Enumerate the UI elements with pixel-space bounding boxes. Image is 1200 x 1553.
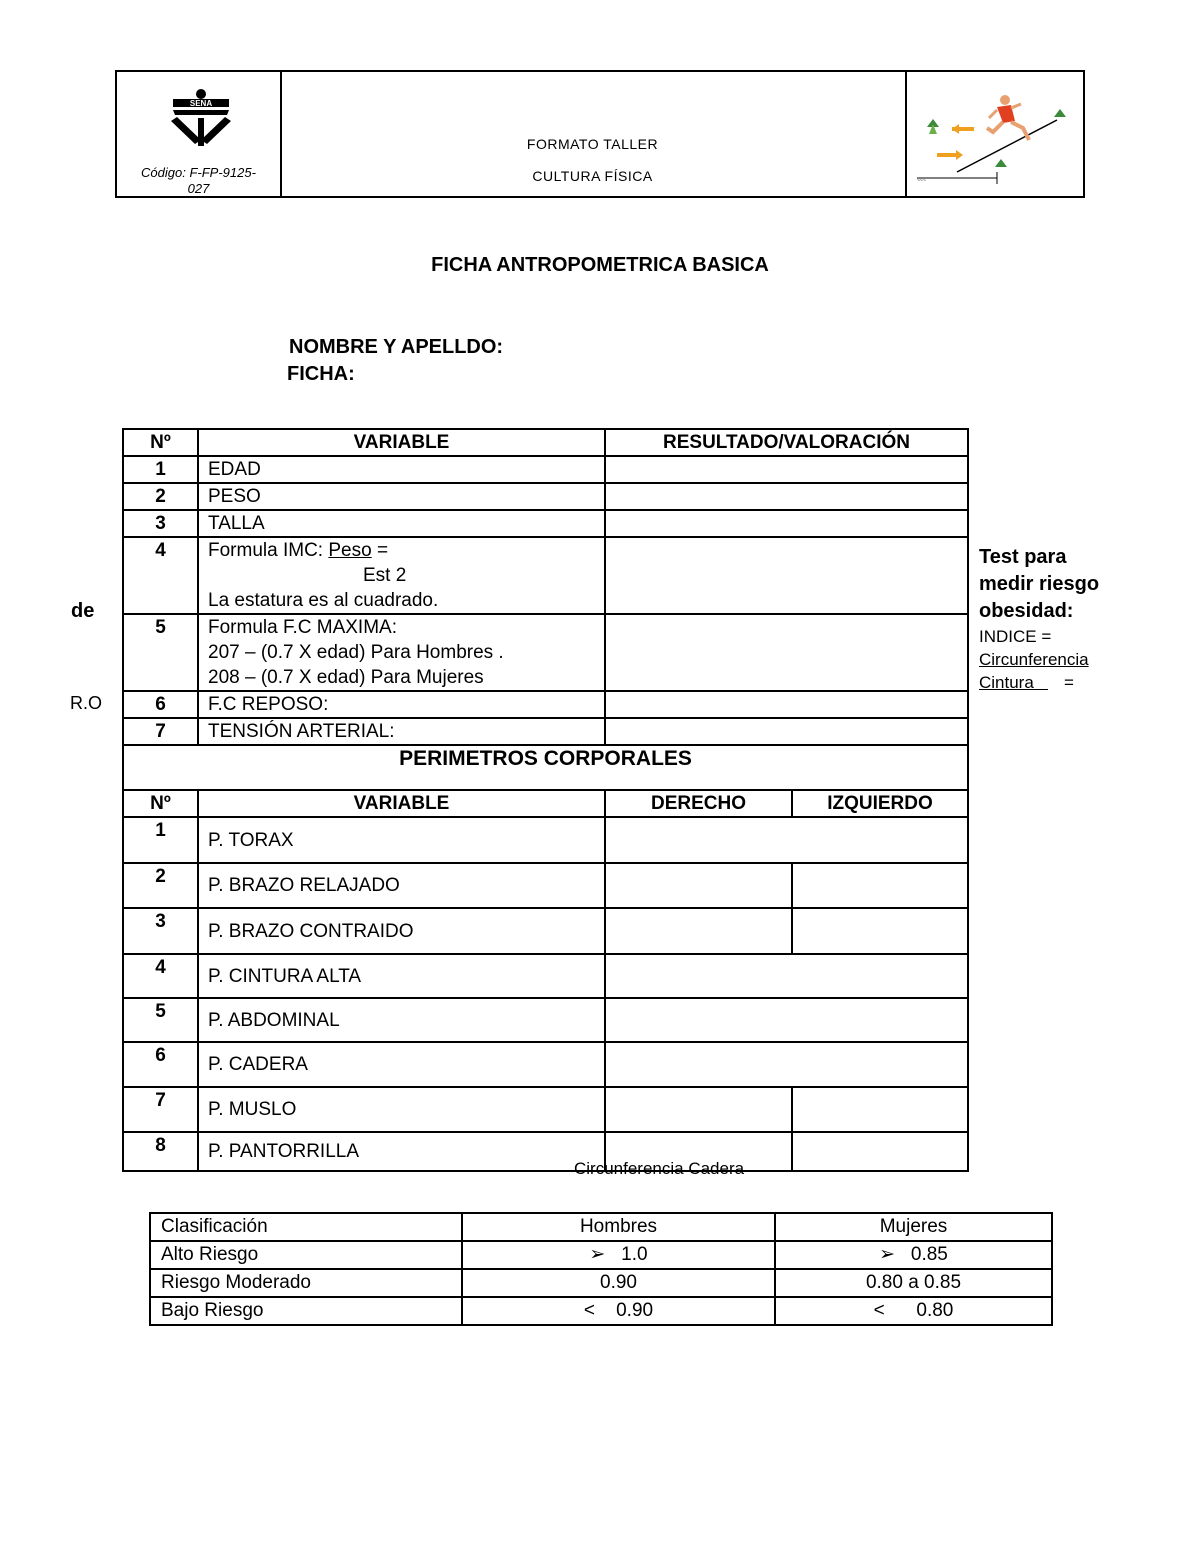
women-value: ➢ 0.85 — [775, 1241, 1052, 1269]
document-code — [117, 165, 280, 197]
format-line-2: CULTURA FÍSICA — [532, 168, 653, 184]
table-row — [123, 614, 968, 691]
row-number: 1 — [123, 817, 198, 863]
perim-label: P. MUSLO — [198, 1087, 605, 1132]
table-row — [123, 691, 968, 718]
women-value: 0.80 a 0.85 — [775, 1269, 1052, 1297]
perim-row — [123, 1132, 968, 1171]
row-number: 1 — [123, 456, 198, 483]
classification-row — [150, 1269, 1052, 1297]
runner-illustration-icon — [907, 72, 1083, 196]
obesity-title-1: Test para — [979, 546, 1067, 568]
obesity-test-note — [979, 544, 1099, 694]
perim-label: P. CINTURA ALTA — [198, 954, 605, 998]
row-number: 2 — [123, 863, 198, 908]
fc-max-men: 207 – (0.7 X edad) Para Hombres . — [208, 642, 504, 663]
variable-peso: PESO — [198, 483, 605, 510]
format-line-1: FORMATO TALLER — [526, 136, 659, 152]
header-variable: VARIABLE — [198, 429, 605, 456]
imc-peso: Peso — [328, 540, 372, 561]
perim-row — [123, 908, 968, 954]
anthropometric-table — [122, 428, 969, 1172]
obesity-numerator-2 — [979, 671, 1099, 694]
perim-value-cell[interactable] — [605, 954, 968, 998]
code-line-2: 027 — [187, 181, 210, 196]
result-cell[interactable] — [605, 614, 968, 691]
obesity-numerator-1 — [979, 648, 1099, 671]
header-men: Hombres — [462, 1213, 775, 1241]
result-cell[interactable] — [605, 483, 968, 510]
classification-header-row — [150, 1213, 1052, 1241]
row-number: 2 — [123, 483, 198, 510]
perim-label: P. CADERA — [198, 1042, 605, 1087]
men-value: ➢ 1.0 — [462, 1241, 775, 1269]
margin-text-de: de — [71, 600, 95, 622]
perim-header-left: IZQUIERDO — [792, 790, 968, 817]
perim-value-cell[interactable] — [605, 1042, 968, 1087]
variable-fc-reposo: F.C REPOSO: — [198, 691, 605, 718]
perim-right-cell[interactable] — [605, 1087, 792, 1132]
perim-label: P. BRAZO CONTRAIDO — [198, 908, 605, 954]
obesity-title-3: obesidad: — [979, 600, 1074, 622]
ficha-label: FICHA: — [287, 363, 355, 385]
result-cell[interactable] — [605, 510, 968, 537]
perim-row — [123, 863, 968, 908]
variable-edad: EDAD — [198, 456, 605, 483]
obesity-title-2: medir riesgo — [979, 573, 1100, 595]
section-title: PERIMETROS CORPORALES — [123, 745, 968, 790]
perim-row — [123, 998, 968, 1042]
variable-imc — [198, 537, 605, 614]
header-result: RESULTADO/VALORACIÓN — [605, 429, 968, 456]
perim-left-cell[interactable] — [792, 1087, 968, 1132]
variable-talla: TALLA — [198, 510, 605, 537]
result-cell[interactable] — [605, 537, 968, 614]
header-number: Nº — [123, 429, 198, 456]
row-number: 3 — [123, 908, 198, 954]
row-number: 7 — [123, 718, 198, 745]
logo-cell — [117, 72, 282, 196]
row-number: 6 — [123, 691, 198, 718]
document-header — [115, 70, 1085, 198]
row-number: 4 — [123, 537, 198, 614]
perim-header-right: DERECHO — [605, 790, 792, 817]
section-row — [123, 745, 968, 790]
perim-left-cell[interactable] — [792, 908, 968, 954]
imc-note: La estatura es al cuadrado. — [208, 590, 439, 611]
perim-left-cell[interactable] — [792, 1132, 968, 1171]
fc-max-women: 208 – (0.7 X edad) Para Mujeres — [208, 667, 484, 688]
obesity-equals: = — [1063, 673, 1074, 692]
row-number: 8 — [123, 1132, 198, 1171]
numerator-text-1: Circunferencia — [979, 650, 1089, 669]
perim-value-cell[interactable] — [605, 998, 968, 1042]
row-number: 6 — [123, 1042, 198, 1087]
perim-row — [123, 1087, 968, 1132]
obesity-index-label: INDICE = — [979, 627, 1052, 646]
row-number: 5 — [123, 614, 198, 691]
perim-header-row — [123, 790, 968, 817]
row-number: 7 — [123, 1087, 198, 1132]
result-cell[interactable] — [605, 691, 968, 718]
classification-row — [150, 1241, 1052, 1269]
risk-label: Riesgo Moderado — [150, 1269, 462, 1297]
obesity-denominator: Circunferencia Cadera — [574, 1159, 745, 1178]
perim-label: P. TORAX — [198, 817, 605, 863]
table-row — [123, 510, 968, 537]
men-value: 0.90 — [462, 1269, 775, 1297]
name-label: NOMBRE Y APELLDO: — [289, 336, 504, 358]
row-number: 5 — [123, 998, 198, 1042]
classification-row — [150, 1297, 1052, 1325]
header-classification: Clasificación — [150, 1213, 462, 1241]
perim-label: P. PANTORRILLA — [198, 1132, 605, 1171]
perim-value-cell[interactable] — [605, 817, 968, 863]
code-line-1: Código: F-FP-9125- — [141, 165, 256, 180]
table-row — [123, 483, 968, 510]
document-title: FICHA ANTROPOMETRICA BASICA — [431, 254, 769, 276]
row-number: 3 — [123, 510, 198, 537]
row-number: 4 — [123, 954, 198, 998]
imc-prefix: Formula IMC: — [208, 540, 329, 561]
numerator-text-2: Cintura — [979, 673, 1048, 692]
perim-right-cell[interactable] — [605, 863, 792, 908]
table-row — [123, 718, 968, 745]
table-row — [123, 537, 968, 614]
imc-denominator: Est 2 — [363, 565, 407, 586]
men-value: < 0.90 — [462, 1297, 775, 1325]
result-cell[interactable] — [605, 718, 968, 745]
table-header-row — [123, 429, 968, 456]
perim-right-cell[interactable] — [605, 908, 792, 954]
sena-logo-icon — [117, 72, 280, 162]
perim-left-cell[interactable] — [792, 863, 968, 908]
margin-text-ro: R.O — [70, 693, 103, 713]
imc-equals: = — [371, 540, 389, 561]
svg-text:~~~: ~~~ — [917, 178, 926, 184]
classification-table — [149, 1212, 1053, 1326]
perim-row — [123, 954, 968, 998]
fc-max-title: Formula F.C MAXIMA: — [208, 617, 397, 638]
perim-row — [123, 1042, 968, 1087]
variable-tension: TENSIÓN ARTERIAL: — [198, 718, 605, 745]
perim-header-number: Nº — [123, 790, 198, 817]
header-women: Mujeres — [775, 1213, 1052, 1241]
imc-formula — [208, 538, 604, 563]
women-value: < 0.80 — [775, 1297, 1052, 1325]
perim-label: P. ABDOMINAL — [198, 998, 605, 1042]
variable-fc-max — [198, 614, 605, 691]
svg-text:SENA: SENA — [189, 99, 213, 108]
table-row — [123, 456, 968, 483]
perim-header-variable: VARIABLE — [198, 790, 605, 817]
risk-label: Bajo Riesgo — [150, 1297, 462, 1325]
perim-label: P. BRAZO RELAJADO — [198, 863, 605, 908]
risk-label: Alto Riesgo — [150, 1241, 462, 1269]
perim-row — [123, 817, 968, 863]
runner-image-cell — [905, 72, 1085, 196]
result-cell[interactable] — [605, 456, 968, 483]
